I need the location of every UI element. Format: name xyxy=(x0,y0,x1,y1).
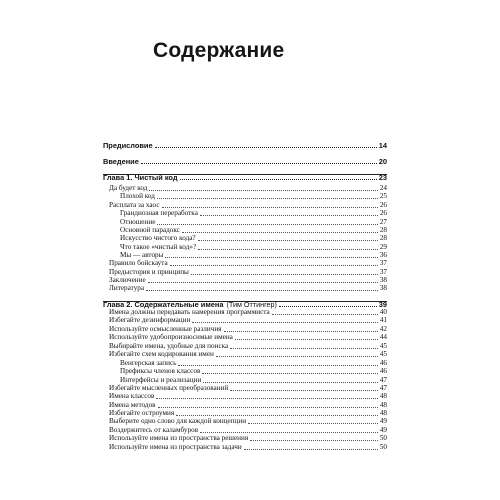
toc-page-number: 48 xyxy=(379,409,387,417)
toc-page-number: 48 xyxy=(379,401,387,409)
toc-entry-label: Глава 2. Содержательные имена xyxy=(103,300,224,309)
toc-entry-label: Используйте имена из пространства решения xyxy=(109,434,249,442)
toc-entry-label: Используйте удобопроизносимые имена xyxy=(109,333,233,341)
toc-entry-label: Предисловие xyxy=(103,141,153,150)
toc-entry-label: Воздержитесь от каламбуров xyxy=(109,426,199,434)
toc-entry-label: Искусство чистого кода? xyxy=(120,234,196,242)
dot-leader xyxy=(157,224,377,225)
toc-page-number: 45 xyxy=(379,342,387,350)
dot-leader xyxy=(200,432,378,433)
toc-entry[interactable] xyxy=(103,443,387,452)
toc-entry-label: Выбирайте имена, удобные для поиска xyxy=(109,342,229,350)
page-title: Содержание xyxy=(153,39,285,62)
toc-entry-label: Имена должны передавать намерения программиста xyxy=(109,308,270,316)
dot-leader xyxy=(146,290,378,291)
toc-entry-label: Избегайте остроумия xyxy=(109,409,175,417)
toc-entry-label: Имена методов xyxy=(109,401,156,409)
dot-leader xyxy=(230,390,378,391)
dot-leader xyxy=(149,190,377,191)
toc-entry-label: Мы — авторы xyxy=(120,251,164,259)
toc-page-number: 14 xyxy=(378,141,387,150)
toc-entry-label: Интерфейсы и реализации xyxy=(120,376,202,384)
dot-leader xyxy=(158,407,378,408)
toc-entry-label: Используйте имена из пространства задачи xyxy=(109,443,242,451)
toc-entry[interactable] xyxy=(103,259,387,268)
dot-leader xyxy=(165,257,377,258)
toc-entry[interactable] xyxy=(103,417,387,426)
toc-entry[interactable] xyxy=(103,392,387,401)
toc-entry[interactable] xyxy=(103,434,387,443)
toc-page-number: 37 xyxy=(379,259,387,267)
toc-page-number: 49 xyxy=(379,426,387,434)
dot-leader xyxy=(235,339,378,340)
toc-page-number: 46 xyxy=(379,367,387,375)
toc-chapter-entry[interactable] xyxy=(103,141,387,150)
dot-leader xyxy=(162,207,378,208)
toc-entry-label: Избегайте мысленных преобразований xyxy=(109,384,229,392)
toc-page-number: 29 xyxy=(379,243,387,251)
toc-entry[interactable] xyxy=(103,350,387,359)
toc-page-number: 26 xyxy=(379,209,387,217)
toc-page-number: 50 xyxy=(379,443,387,451)
dot-leader xyxy=(191,274,378,275)
toc-entry-label: Глава 1. Чистый код xyxy=(103,173,178,182)
toc-page-number: 45 xyxy=(379,350,387,358)
toc-entry-label: Плохой код xyxy=(120,192,155,200)
toc-chapter-entry[interactable] xyxy=(103,157,387,166)
dot-leader xyxy=(180,179,377,180)
toc-entry-author: (Тим Оттингер) xyxy=(226,300,277,309)
toc-page-number: 46 xyxy=(379,359,387,367)
dot-leader xyxy=(157,198,378,199)
toc-page-number: 50 xyxy=(379,434,387,442)
dot-leader xyxy=(156,398,377,399)
toc-page-number: 28 xyxy=(379,226,387,234)
toc-entry[interactable] xyxy=(103,234,387,243)
toc-page-number: 47 xyxy=(379,384,387,392)
dot-leader xyxy=(202,373,377,374)
dot-leader xyxy=(170,265,378,266)
toc-entry-label: Венгерская запись xyxy=(120,359,177,367)
toc-entry-label: Префиксы членов классов xyxy=(120,367,201,375)
dot-leader xyxy=(155,147,377,148)
toc-entry[interactable] xyxy=(103,367,387,376)
dot-leader xyxy=(148,282,378,283)
dot-leader xyxy=(198,249,378,250)
toc-page-number: 47 xyxy=(379,376,387,384)
toc-page-number: 42 xyxy=(379,325,387,333)
toc-entry-label: Что такое «чистый код»? xyxy=(120,243,197,251)
dot-leader xyxy=(198,240,378,241)
toc-entry-label: Используйте осмысленные различия xyxy=(109,325,222,333)
toc-entry-label: Избегайте дезинформации xyxy=(109,316,191,324)
toc-page-number: 36 xyxy=(379,251,387,259)
toc-entry-label: Заключение xyxy=(109,276,146,284)
dot-leader xyxy=(182,232,378,233)
toc-chapter-entry[interactable] xyxy=(103,173,387,182)
toc-entry-label: Расплата за хаос xyxy=(109,201,160,209)
dot-leader xyxy=(216,356,378,357)
toc-entry-label: Правило бойскаута xyxy=(109,259,168,267)
dot-leader xyxy=(192,322,377,323)
toc-entry-label: Предыстория и принципы xyxy=(109,268,189,276)
toc-entry-label: Избегайте схем кодирования имен xyxy=(109,350,214,358)
toc-page-number: 44 xyxy=(379,333,387,341)
toc-page-number: 23 xyxy=(378,173,387,182)
toc-page-number: 20 xyxy=(378,157,387,166)
dot-leader xyxy=(141,163,377,164)
toc-page-number: 28 xyxy=(379,234,387,242)
toc-entry-label: Основной парадокс xyxy=(120,226,180,234)
toc-entry[interactable] xyxy=(103,333,387,342)
toc-page-number: 37 xyxy=(379,268,387,276)
toc-page-number: 40 xyxy=(379,308,387,316)
toc-entry-label: Грандиозная переработка xyxy=(120,209,198,217)
toc-entry-label: Отношение xyxy=(120,218,156,226)
dot-leader xyxy=(224,331,378,332)
dot-leader xyxy=(279,306,377,307)
toc-entry-label: Введение xyxy=(103,157,139,166)
dot-leader xyxy=(272,314,378,315)
toc-entry-label: Имена классов xyxy=(109,392,155,400)
toc-page-number: 27 xyxy=(379,218,387,226)
toc-page-number: 48 xyxy=(379,392,387,400)
dot-leader xyxy=(176,415,378,416)
toc-page-number: 39 xyxy=(378,300,387,309)
toc-entry[interactable] xyxy=(103,316,387,325)
toc-page-number: 25 xyxy=(379,192,387,200)
toc-entry-label: Литература xyxy=(109,284,145,292)
toc-page-number: 26 xyxy=(379,201,387,209)
dot-leader xyxy=(230,348,378,349)
toc-page-number: 38 xyxy=(379,276,387,284)
toc-entry-label: Выберите одно слово для каждой концепции xyxy=(109,417,247,425)
toc-page-number: 49 xyxy=(379,417,387,425)
toc-entry[interactable] xyxy=(103,209,387,218)
dot-leader xyxy=(200,215,378,216)
dot-leader xyxy=(250,440,378,441)
toc-page-number: 41 xyxy=(379,316,387,324)
toc-entry[interactable] xyxy=(103,284,387,293)
dot-leader xyxy=(244,449,378,450)
dot-leader xyxy=(203,382,378,383)
toc-page-number: 24 xyxy=(379,184,387,192)
dot-leader xyxy=(248,423,378,424)
dot-leader xyxy=(178,365,377,366)
toc-page-number: 38 xyxy=(379,284,387,292)
toc-entry-label: Да будет код xyxy=(109,184,148,192)
toc-entry[interactable] xyxy=(103,192,387,201)
